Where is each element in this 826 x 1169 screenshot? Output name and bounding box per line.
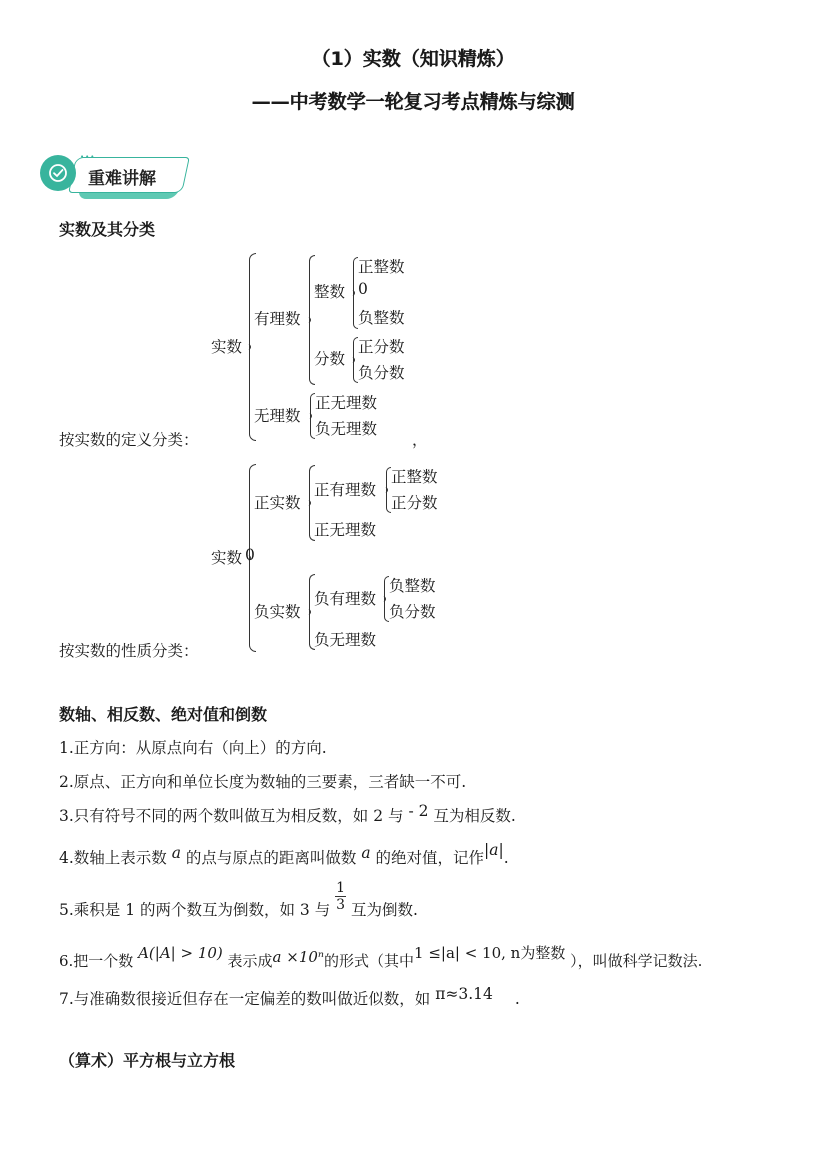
node-real: 实数 [211, 338, 243, 356]
section-heading-roots: （算术）平方根与立方根 [59, 1051, 236, 1070]
p4-var-a: a [171, 844, 181, 862]
page-subtitle: ——中考数学一轮复习考点精炼与综测 [251, 91, 575, 113]
section-heading-classification: 实数及其分类 [59, 220, 156, 239]
node-fraction: 分数 [314, 350, 346, 368]
p4-var-a-2: a [361, 844, 371, 862]
paragraph-1: 1.正方向：从原点向右（向上）的方向. [59, 739, 327, 757]
fraction-one-third [335, 880, 346, 913]
p4-text-e: 的绝对值，记作 [370, 849, 485, 867]
paragraph-4 [59, 841, 509, 868]
p4-text-c: 的点与原点的距离叫做数 [180, 849, 362, 867]
p7-text-a: 7.与准确数很接近但存在一定偏差的数叫做近似数，如 [59, 990, 436, 1008]
paragraph-6 [59, 944, 703, 971]
trailing-comma: ， [412, 431, 428, 449]
p6-text-a: 6.把一个数 [59, 952, 139, 970]
leaf-negative-fraction: 负分数 [358, 364, 405, 382]
node-positive-rational: 正有理数 [314, 481, 377, 499]
node-irrational: 无理数 [254, 407, 301, 425]
p4-abs-a: |a| [484, 841, 504, 859]
node-negative-rational: 负有理数 [314, 590, 377, 608]
node-rational: 有理数 [254, 310, 301, 328]
paragraph-2: 2.原点、正方向和单位长度为数轴的三要素，三者缺一不可. [59, 773, 467, 791]
p7-expr-pi: π≈3.14 [435, 985, 493, 1003]
fraction-numerator: 1 [336, 880, 346, 896]
caption-by-property: 按实数的性质分类： [59, 642, 199, 660]
node-real-2: 实数 [211, 549, 243, 567]
node-integer: 整数 [314, 283, 346, 301]
node-negative-irrational: 负无理数 [314, 631, 377, 649]
check-circle-icon [40, 155, 76, 191]
leaf-negative-fraction-2: 负分数 [389, 603, 436, 621]
p6-text-c: 表示成 [222, 952, 273, 970]
leaf-negative-irrational: 负无理数 [315, 420, 378, 438]
node-zero: 0 [245, 546, 255, 564]
badge-dots: ••• [80, 153, 96, 161]
badge-label: 重难讲解 [88, 169, 156, 189]
p3-text-c: 互为相反数. [428, 807, 516, 825]
fraction-denominator: 3 [336, 897, 346, 913]
leaf-positive-irrational: 正无理数 [315, 394, 378, 412]
caption-by-definition: 按实数的定义分类： [59, 431, 199, 449]
paragraph-3 [59, 804, 516, 826]
p6-text-g: ），叫做科学记数法. [565, 952, 703, 970]
node-positive-irrational: 正无理数 [314, 521, 377, 539]
leaf-positive-integer-2: 正整数 [391, 468, 438, 486]
p7-text-c: . [514, 990, 520, 1008]
p6-expr-a: A(|A| > 10) [138, 944, 223, 962]
section-badge [40, 155, 192, 201]
leaf-negative-integer-2: 负整数 [389, 577, 436, 595]
p5-text-a: 5.乘积是 1 的两个数互为倒数，如 3 与 [59, 900, 336, 919]
p6-text-e: 的形式（其中 [324, 952, 415, 970]
leaf-positive-fraction-2: 正分数 [391, 494, 438, 512]
p3-text-a: 3.只有符号不同的两个数叫做互为相反数，如 2 与 [59, 807, 409, 825]
p5-text-c: 互为倒数. [346, 900, 418, 919]
leaf-zero: 0 [358, 280, 368, 298]
node-negative-real: 负实数 [254, 603, 301, 621]
section-heading-numberline: 数轴、相反数、绝对值和倒数 [59, 705, 268, 724]
leaf-negative-integer: 负整数 [358, 309, 405, 327]
leaf-positive-fraction: 正分数 [358, 338, 405, 356]
leaf-positive-integer: 正整数 [358, 258, 405, 276]
node-positive-real: 正实数 [254, 494, 301, 512]
p3-negative-two: - 2 [408, 802, 429, 820]
p4-text-g: . [503, 849, 509, 867]
p4-text-a: 4.数轴上表示数 [59, 849, 172, 867]
paragraph-7 [59, 987, 520, 1009]
p6-expr-condition: 1 ≤|a| < 10, n为整数 [414, 944, 566, 962]
page-title: （1）实数（知识精炼） [311, 48, 515, 70]
p6-expr-sci: a ×10ⁿ [272, 948, 324, 966]
paragraph-5 [59, 880, 418, 919]
